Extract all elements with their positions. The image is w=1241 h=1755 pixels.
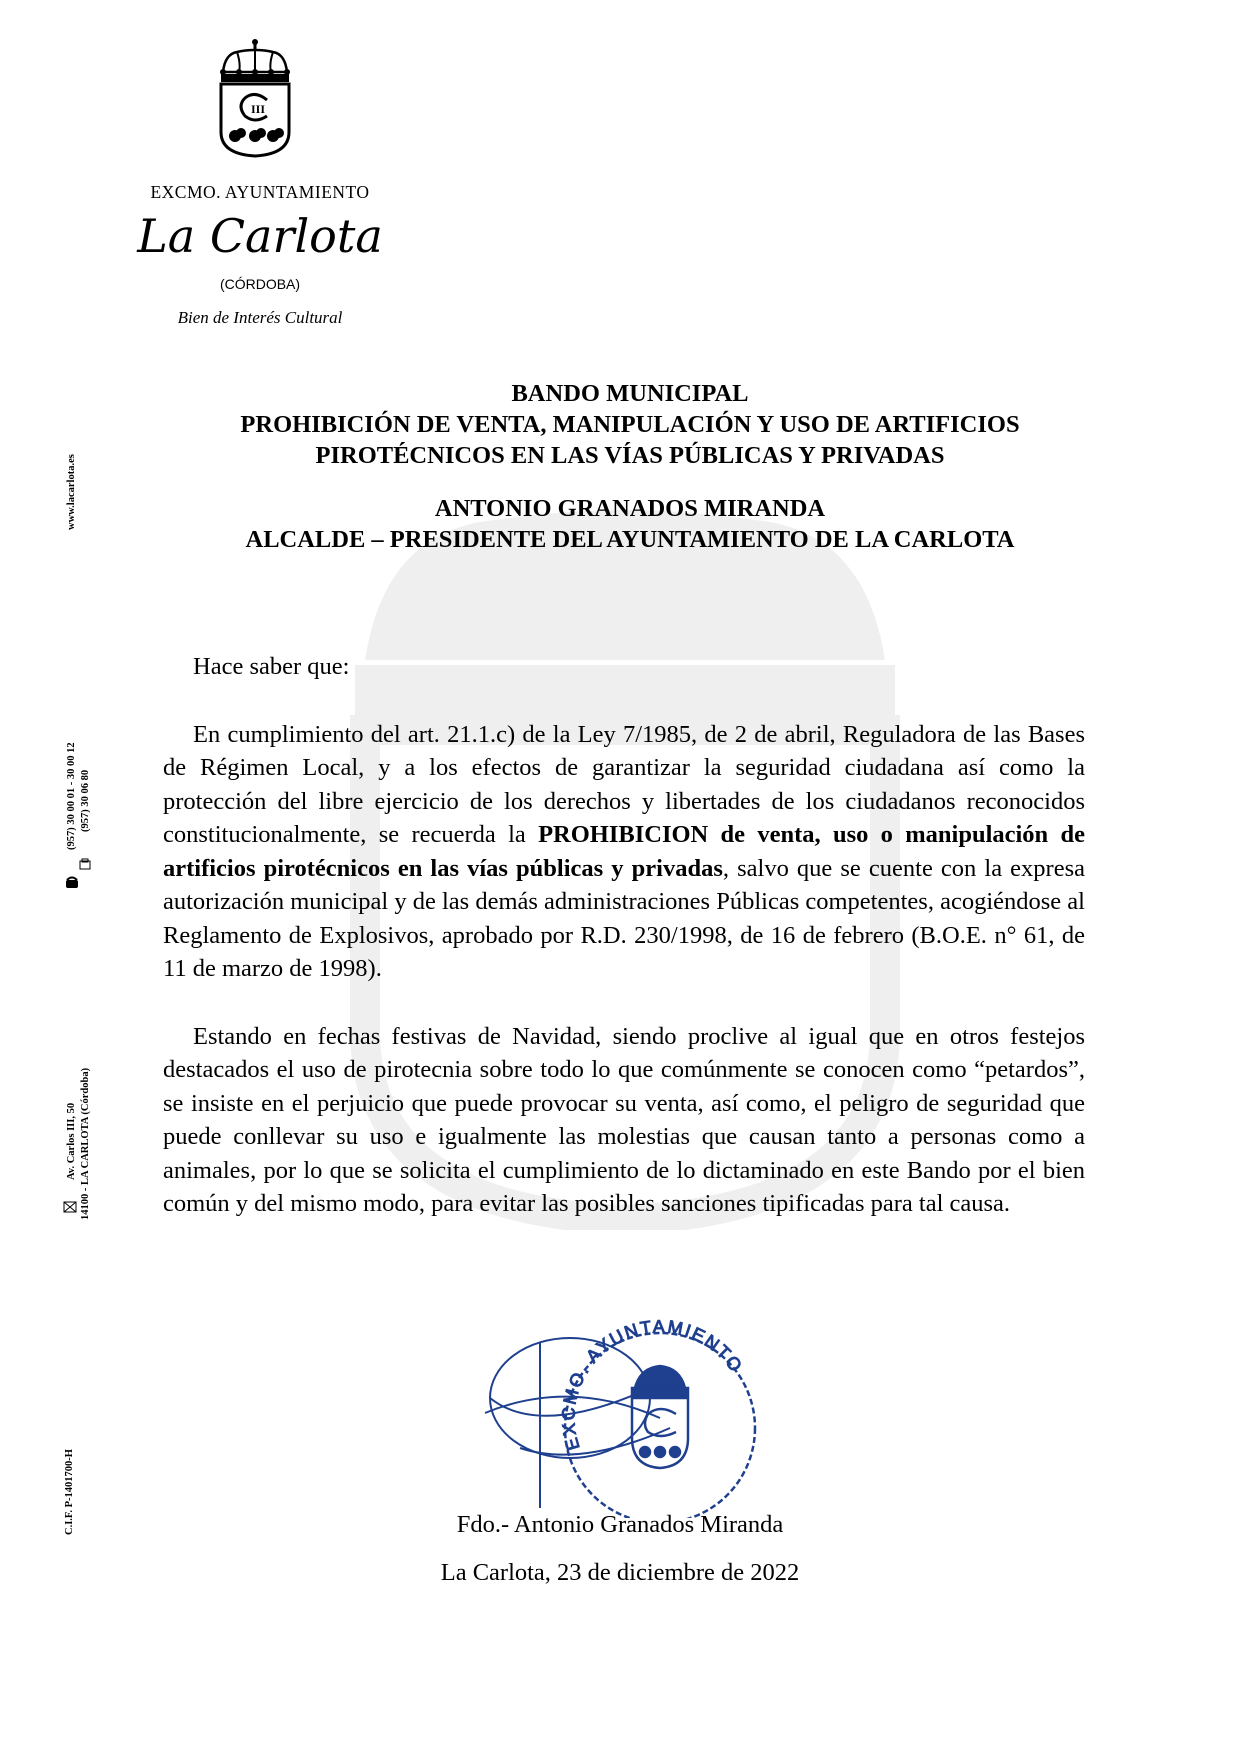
address-city: 14100 - LA CARLOTA (Córdoba) — [80, 1067, 91, 1220]
edict-body — [163, 650, 1085, 1221]
paragraph-legal-basis — [163, 718, 1085, 986]
edict-heading — [140, 378, 1120, 555]
fax-number: (957) 30 06 80 — [80, 769, 91, 832]
date-line: La Carlota, 23 de diciembre de 2022 — [440, 1559, 800, 1586]
edict-title: BANDO MUNICIPAL — [511, 380, 749, 407]
institution-name: EXCMO. AYUNTAMIENTO — [150, 182, 370, 202]
svg-text:III: III — [251, 102, 266, 116]
heritage-label: Bien de Interés Cultural — [177, 308, 343, 327]
signer-line: Fdo.- Antonio Granados Miranda — [456, 1511, 784, 1538]
address-street: Av. Carlos III, 50 — [66, 1102, 77, 1180]
edict-subject-line-1: PROHIBICIÓN DE VENTA, MANIPULACIÓN Y USO DE ARTIFICIOS — [240, 411, 1020, 438]
town-name-logo: La Carlota — [137, 209, 383, 263]
province-label: (CÓRDOBA) — [219, 276, 301, 292]
mayor-role: ALCALDE – PRESIDENTE DEL AYUNTAMIENTO DE LA CARLOTA — [245, 526, 1015, 553]
envelope-icon — [63, 1200, 77, 1214]
stamp-ring-text: EXCMO. AYUNTAMIENTO — [558, 1318, 747, 1453]
website-link[interactable]: www.lacarlota.es — [66, 454, 77, 530]
paragraph-legal-basis-text-2: , salvo que se cuente con la expresa autorización municipal y de las demás administraciones Públicas competentes, acogiéndose al Reglamento de Explosivos, aprobado por R.D. 230/1998, de 16 de febrero (B.O.E. n° 61, de 11 de marzo de 1998). — [163, 854, 1085, 982]
side-contact-strip — [55, 420, 115, 1570]
telephone-icon — [65, 875, 79, 889]
mayor-name: ANTONIO GRANADOS MIRANDA — [434, 495, 826, 522]
municipal-stamp — [558, 1318, 755, 1518]
edict-subject-line-2: PIROTÉCNICOS EN LAS VÍAS PÚBLICAS Y PRIVADAS — [315, 442, 945, 469]
phone-number: (957) 30 00 01 - 30 00 12 — [66, 742, 77, 850]
intro-line: Hace saber que: — [193, 653, 350, 680]
paragraph-legal-basis-text-1: En cumplimiento del art. 21.1.c) de la Ley 7/1985, de 2 de abril, Reguladora de las Bases de Régimen Local, y a los efectos de garantizar la seguridad ciudadana así como la protección del libre ejercicio de los derechos y libertades de los ciudadanos reconocidos constitucionalmente, se recuerda la — [163, 720, 1085, 848]
fax-icon — [79, 858, 91, 870]
prohibition-highlight: PROHIBICION de venta, uso o manipulación de artificios pirotécnicos en las vías públicas y privadas — [163, 821, 1085, 882]
coat-of-arms-logo — [215, 36, 295, 158]
paragraph-christmas-notice: Estando en fechas festivas de Navidad, siendo proclive al igual que en otros festejos destacados el uso de pirotecnia sobre todo lo que comúnmente se conocen como “petardos”, se insiste en el perjuicio que puede provocar su venta, así como, el peligro de seguridad que puede conllevar su uso e igualmente las molestias que causan tanto a personas como a animales, por lo que se solicita el cumplimiento de lo dictaminado en este Bando por el bien común y del mismo modo, para evitar las posibles sanciones tipificadas para tal causa. — [163, 1022, 1085, 1217]
signature-and-stamp — [480, 1318, 800, 1518]
tax-id: C.I.F. P-1401700-H — [64, 1449, 75, 1535]
